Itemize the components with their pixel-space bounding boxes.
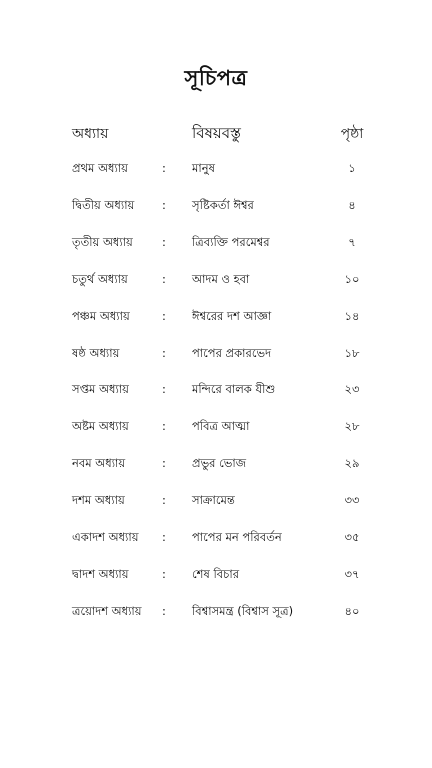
toc-row <box>0 489 432 511</box>
separator: : <box>162 234 166 249</box>
separator: : <box>162 530 166 544</box>
chapter-label: সপ্তম অধ্যায় <box>72 382 129 397</box>
page-number: ৭ <box>348 234 356 249</box>
chapter-label: দ্বাদশ অধ্যায় <box>72 566 129 581</box>
page-number: ৩৫ <box>344 530 360 544</box>
chapter-label: দ্বিতীয় অধ্যায় <box>72 197 135 212</box>
topic-label: ঈশ্বরের দশ আজ্ঞা <box>192 308 272 323</box>
chapter-label: দশম অধ্যায় <box>72 493 125 508</box>
page-number: ২৯ <box>344 456 360 471</box>
topic-label: আদম ও হবা <box>192 271 250 286</box>
toc-row <box>0 231 432 253</box>
separator: : <box>162 493 166 508</box>
topic-label: বিশ্বাসমন্ত্র (বিশ্বাস সূত্র) <box>192 603 294 618</box>
separator: : <box>162 566 166 581</box>
chapter-label: পঞ্চম অধ্যায় <box>72 308 130 323</box>
topic-label: পাপের মন পরিবর্তন <box>192 530 282 544</box>
topic-label: সাক্রামেন্ত <box>192 493 235 508</box>
chapter-label: ষষ্ঠ অধ্যায় <box>72 345 120 360</box>
topic-label: ত্রিব্যক্তি পরমেশ্বর <box>192 234 270 249</box>
topic-label: পাপের প্রকারভেদ <box>192 345 272 360</box>
separator: : <box>162 308 166 323</box>
header-chapter: অধ্যায় <box>72 126 109 142</box>
table-header <box>0 122 432 146</box>
separator: : <box>162 456 166 471</box>
toc-row <box>0 526 432 548</box>
topic-label: শেষ বিচার <box>192 566 240 581</box>
chapter-label: চতুর্থ অধ্যায় <box>72 271 128 286</box>
toc-row <box>0 194 432 216</box>
header-page: পৃষ্ঠা <box>340 126 364 142</box>
separator: : <box>162 382 166 397</box>
topic-label: পবিত্র আত্মা <box>192 419 250 434</box>
page-number: ১ <box>348 161 356 175</box>
topic-label: মানুষ <box>192 161 215 175</box>
topic-label: প্রভুর ভোজ <box>192 456 246 471</box>
toc-row <box>0 415 432 437</box>
page-number: ১৮ <box>344 345 360 360</box>
header-topic: বিষয়বস্তু <box>192 124 241 142</box>
page-number: ২৮ <box>344 419 360 434</box>
page-number: ৩৩ <box>344 493 360 508</box>
toc-row <box>0 305 432 327</box>
toc-row <box>0 268 432 290</box>
toc-row <box>0 157 432 179</box>
toc-row <box>0 563 432 585</box>
toc-row <box>0 378 432 400</box>
chapter-label: অষ্টম অধ্যায় <box>72 419 129 434</box>
topic-label: মন্দিরে বালক যীশু <box>192 382 276 397</box>
separator: : <box>162 345 166 360</box>
page-number: ১৪ <box>344 308 360 323</box>
separator: : <box>162 271 166 286</box>
chapter-label: তৃতীয় অধ্যায় <box>72 234 133 249</box>
page-number: ৩৭ <box>344 566 360 581</box>
separator: : <box>162 161 166 175</box>
topic-label: সৃষ্টিকর্তা ঈশ্বর <box>192 197 254 212</box>
chapter-label: নবম অধ্যায় <box>72 456 126 471</box>
toc-row <box>0 600 432 622</box>
chapter-label: ত্রয়োদশ অধ্যায় <box>72 603 142 618</box>
chapter-label: একাদশ অধ্যায় <box>72 530 139 544</box>
separator: : <box>162 419 166 434</box>
toc-row <box>0 342 432 364</box>
page-title: সূচিপত্র <box>184 66 248 90</box>
page-number: ২৩ <box>344 382 360 397</box>
toc-row <box>0 452 432 474</box>
page-number: ৪০ <box>344 603 360 618</box>
page-number: ১০ <box>344 271 360 286</box>
separator: : <box>162 603 166 618</box>
page-number: ৪ <box>348 197 356 212</box>
separator: : <box>162 197 166 212</box>
chapter-label: প্রথম অধ্যায় <box>72 161 128 175</box>
